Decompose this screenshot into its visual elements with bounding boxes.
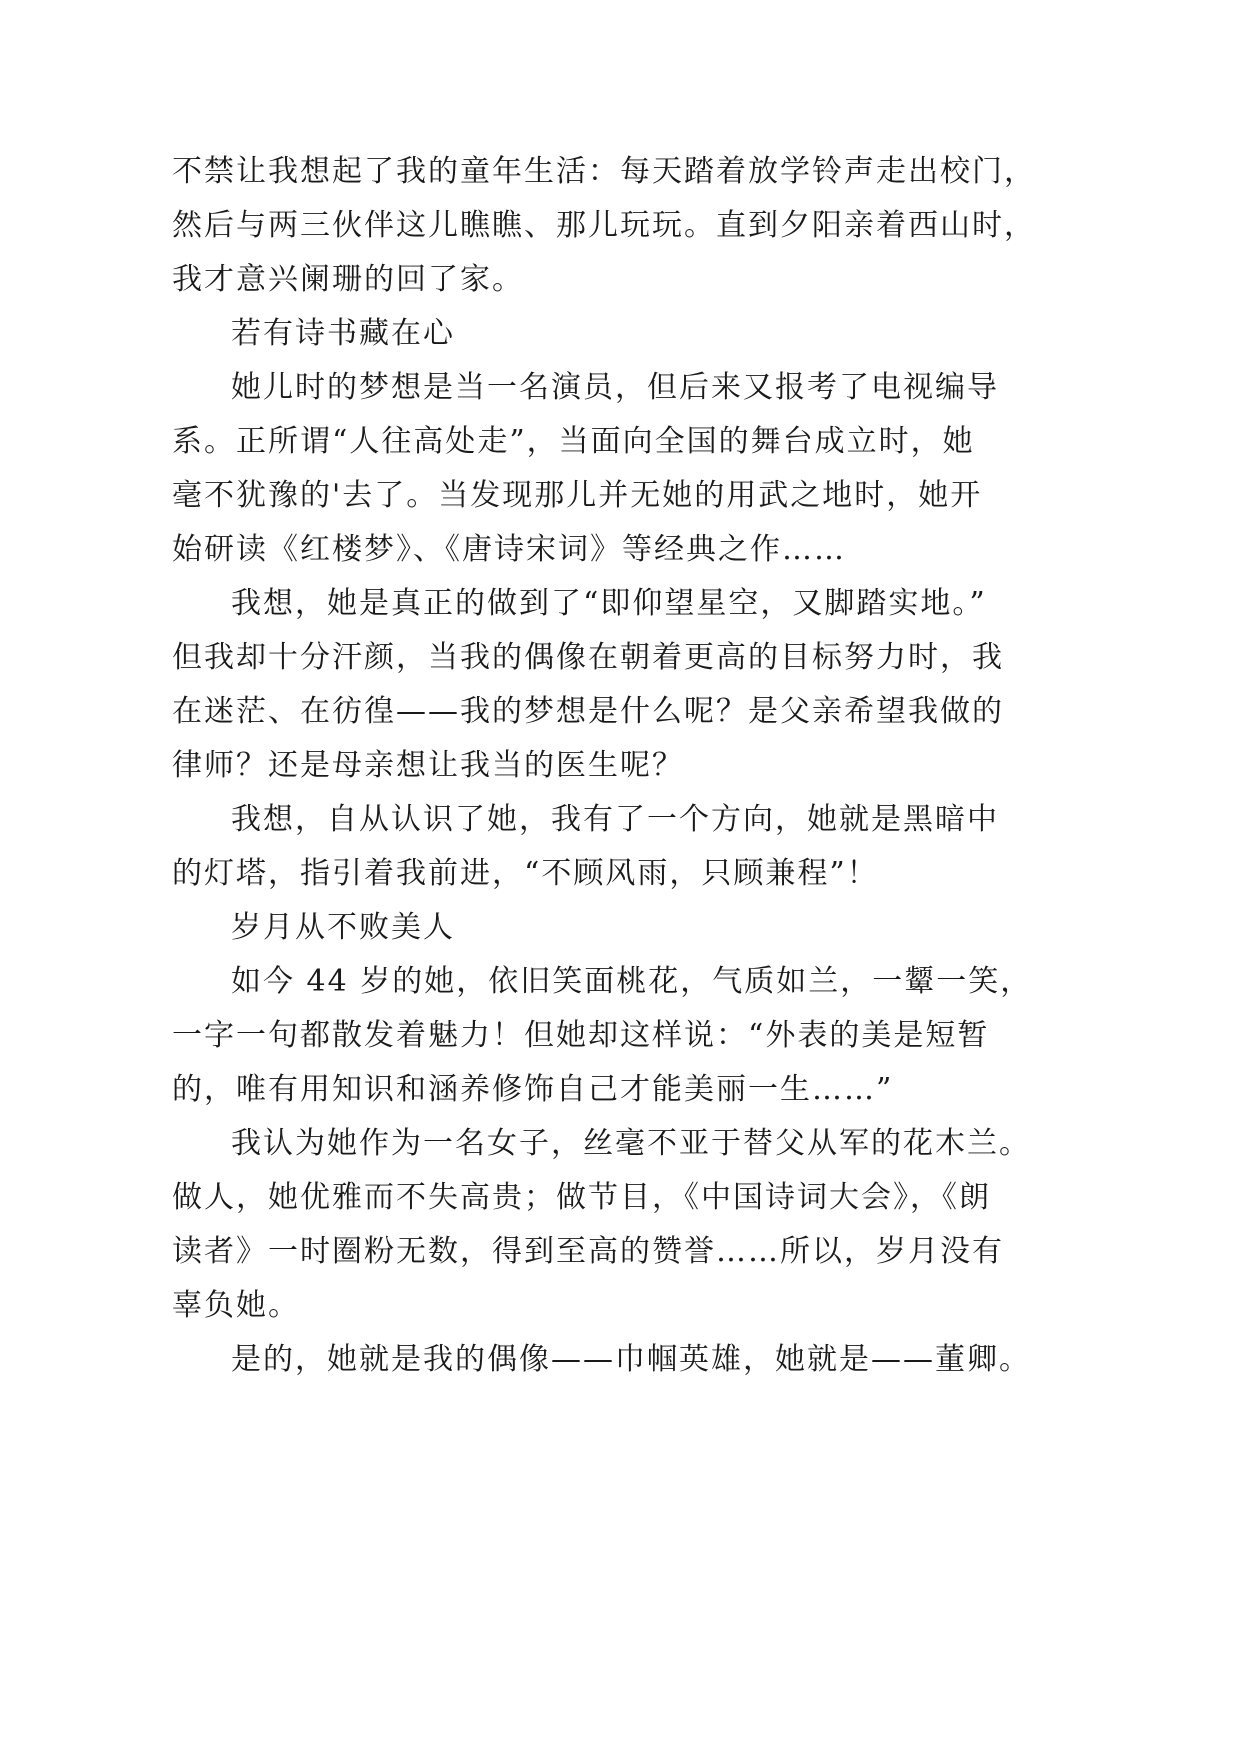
text-line: 我想，她是真正的做到了“即仰望星空，又脚踏实地。” <box>231 586 987 621</box>
text-line: 在迷茫、在彷徨——我的梦想是什么呢？是父亲希望我做的 <box>172 694 1004 729</box>
text-line: 毫不犹豫的'去了。当发现那儿并无她的用武之地时，她开 <box>172 478 983 513</box>
text-line: 读者》一时圈粉无数，得到至高的赞誉……所以，岁月没有 <box>172 1234 1004 1269</box>
text-line: 我想，自从认识了她，我有了一个方向，她就是黑暗中 <box>231 802 999 837</box>
text-line: 律师？还是母亲想让我当的医生呢？ <box>172 748 684 783</box>
text-line: 的灯塔，指引着我前进，“不顾风雨，只顾兼程”！ <box>172 856 879 891</box>
section-heading: 岁月从不败美人 <box>231 910 455 945</box>
text-line: 然后与两三伙伴这儿瞧瞧、那儿玩玩。直到夕阳亲着西山时， <box>172 208 1036 243</box>
text-line: 如今 44 岁的她，依旧笑面桃花，气质如兰，一颦一笑， <box>231 964 1033 999</box>
text-line: 辜负她。 <box>172 1288 300 1323</box>
text-line: 做人，她优雅而不失高贵；做节目，《中国诗词大会》，《朗 <box>172 1180 991 1215</box>
section-heading: 若有诗书藏在心 <box>231 316 455 351</box>
text-line: 是的，她就是我的偶像——巾帼英雄，她就是——董卿。 <box>231 1342 1031 1377</box>
text-line: 但我却十分汗颜，当我的偶像在朝着更高的目标努力时，我 <box>172 640 1004 675</box>
text-line: 系。正所谓“人往高处走”，当面向全国的舞台成立时，她 <box>172 424 975 459</box>
text-line: 她儿时的梦想是当一名演员，但后来又报考了电视编导 <box>231 370 999 405</box>
text-line: 不禁让我想起了我的童年生活：每天踏着放学铃声走出校门， <box>172 154 1036 189</box>
text-line: 一字一句都散发着魅力！但她却这样说：“外表的美是短暂 <box>172 1018 990 1053</box>
text-line: 我认为她作为一名女子，丝毫不亚于替父从军的花木兰。 <box>231 1126 1031 1161</box>
text-line: 我才意兴阑珊的回了家。 <box>172 262 524 297</box>
text-line: 始研读《红楼梦》、《唐诗宋词》等经典之作…… <box>172 532 846 567</box>
text-line: 的，唯有用知识和涵养修饰自己才能美丽一生……” <box>172 1072 894 1107</box>
